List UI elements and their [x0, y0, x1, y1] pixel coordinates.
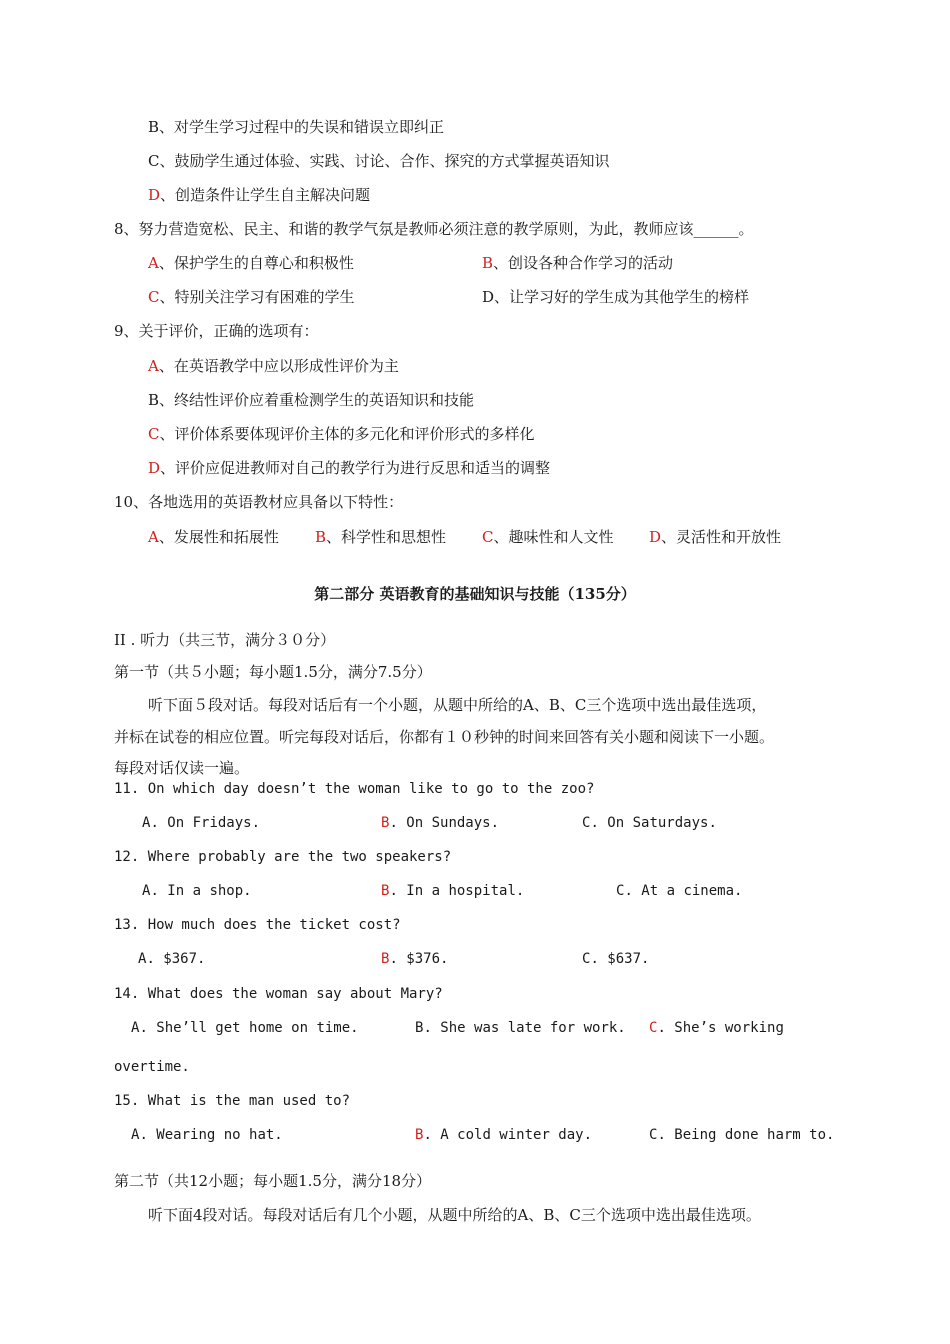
q14-stem: 14. What does the woman say about Mary? [114, 986, 443, 1002]
option-letter: C [148, 152, 160, 170]
option-letter: C [148, 288, 160, 306]
option-text: 、让学习好的学生成为其他学生的榜样 [494, 288, 750, 306]
option-text: 、鼓励学生通过体验、实践、讨论、合作、探究的方式掌握英语知识 [159, 152, 610, 170]
option-letter: A [131, 1020, 140, 1036]
q12-option-a [142, 881, 252, 901]
option-text: . On Fridays. [150, 815, 261, 831]
q15-option-c [649, 1125, 834, 1145]
option-letter: C [582, 815, 591, 831]
q9-stem: 9、关于评价，正确的选项有： [114, 322, 319, 340]
option-text: . She’ll get home on time. [139, 1020, 359, 1036]
q11-option-b [381, 813, 499, 833]
option-letter: D [482, 288, 495, 306]
option-text: . In a shop. [150, 883, 252, 899]
option-letter: B [148, 391, 160, 409]
option-letter: A [142, 815, 151, 831]
q12-option-c [616, 881, 742, 901]
q10-option-b [315, 527, 446, 547]
option-text: . A cold winter day. [423, 1127, 593, 1143]
q12-stem: 12. Where probably are the two speakers? [114, 849, 452, 865]
option-letter: B [482, 254, 494, 272]
option-text: 、保护学生的自尊心和积极性 [158, 254, 354, 272]
option-letter: C [148, 425, 160, 443]
option-text: 、灵活性和开放性 [661, 528, 782, 546]
option-letter: B [148, 118, 160, 136]
option-letter: D [148, 459, 161, 477]
option-text: . $367. [146, 951, 206, 967]
option-letter: A [142, 883, 151, 899]
option-letter: C [616, 883, 625, 899]
section2-heading: 第二节（共12小题；每小题1.5分，满分18分） [114, 1172, 432, 1190]
q9-option-c [148, 424, 535, 444]
option-letter: A [148, 528, 159, 546]
option-text: 、终结性评价应着重检测学生的英语知识和技能 [159, 391, 475, 409]
option-letter: B [381, 951, 390, 967]
option-letter: B [315, 528, 327, 546]
option-letter: A [138, 951, 147, 967]
section1-heading: 第一节（共５小题；每小题1.5分，满分7.5分） [114, 663, 432, 681]
option-text: . She’s working [657, 1020, 784, 1036]
option-letter: D [649, 528, 662, 546]
option-letter: B [415, 1020, 424, 1036]
q7-option-c [148, 151, 610, 171]
option-text: 、在英语教学中应以形成性评价为主 [158, 357, 399, 375]
section1-instruction-line2: 并标在试卷的相应位置。听完每段对话后，你都有１０秒钟的时间来回答有关小题和阅读下一小题。 [114, 728, 775, 746]
q13-stem: 13. How much does the ticket cost? [114, 917, 401, 933]
option-letter: B [415, 1127, 424, 1143]
q9-option-a [148, 356, 399, 376]
option-letter: C [582, 951, 591, 967]
q13-option-a [138, 949, 205, 969]
q11-option-c [582, 813, 717, 833]
part2-title: 第二部分 英语教育的基础知识与技能（135分） [314, 585, 636, 603]
q14-option-c-continuation: overtime. [114, 1059, 190, 1075]
option-text: 、创造条件让学生自主解决问题 [160, 186, 371, 204]
option-letter: A [148, 254, 159, 272]
option-text: . On Saturdays. [590, 815, 717, 831]
option-letter: C [482, 528, 494, 546]
option-letter: D [148, 186, 161, 204]
option-text: 、特别关注学习有困难的学生 [159, 288, 355, 306]
q10-stem: 10、各地选用的英语教材应具备以下特性： [114, 493, 404, 511]
option-text: . Wearing no hat. [139, 1127, 283, 1143]
q10-option-d [649, 527, 781, 547]
q15-option-a [131, 1125, 283, 1145]
option-letter: A [131, 1127, 140, 1143]
listening-heading: II . 听力（共三节，满分３０分） [114, 631, 336, 649]
q9-option-d [148, 458, 550, 478]
option-text: . At a cinema. [624, 883, 743, 899]
q13-option-b [381, 949, 448, 969]
q7-option-d [148, 185, 370, 205]
q12-option-b [381, 881, 524, 901]
option-text: 、评价体系要体现评价主体的多元化和评价形式的多样化 [159, 425, 535, 443]
section1-instruction-line3: 每段对话仅读一遍。 [114, 759, 250, 777]
q15-stem: 15. What is the man used to? [114, 1093, 351, 1109]
option-letter: B [381, 883, 390, 899]
q14-option-a [131, 1018, 359, 1038]
option-text: 、发展性和拓展性 [158, 528, 279, 546]
q11-option-a [142, 813, 260, 833]
q10-option-a [148, 527, 279, 547]
q8-option-d [482, 287, 749, 307]
q8-option-c [148, 287, 355, 307]
option-text: 、趣味性和人文性 [493, 528, 614, 546]
option-text: . $637. [590, 951, 650, 967]
q15-option-b [415, 1125, 592, 1145]
option-text: . Being done harm to. [657, 1127, 835, 1143]
q8-stem: 8、努力营造宽松、民主、和谐的教学气氛是教师必须注意的教学原则，为此，教师应该______。 [114, 220, 754, 238]
option-text: 、创设各种合作学习的活动 [493, 254, 674, 272]
option-text: . On Sundays. [389, 815, 500, 831]
q8-option-b [482, 253, 673, 273]
option-text: 、对学生学习过程中的失误和错误立即纠正 [159, 118, 445, 136]
q11-stem: 11. On which day doesn’t the woman like to go to the zoo? [114, 781, 595, 797]
option-letter: C [649, 1127, 658, 1143]
option-letter: C [649, 1020, 658, 1036]
option-letter: B [381, 815, 390, 831]
q13-option-c [582, 949, 649, 969]
q8-option-a [148, 253, 354, 273]
section1-instruction-line1: 听下面５段对话。每段对话后有一个小题，从题中所给的A、B、C三个选项中选出最佳选项， [148, 696, 767, 714]
option-text: . $376. [389, 951, 449, 967]
q9-option-b [148, 390, 474, 410]
section2-instruction-line1: 听下面4段对话。每段对话后有几个小题，从题中所给的A、B、C三个选项中选出最佳选项。 [148, 1206, 761, 1224]
option-text: . She was late for work. [423, 1020, 626, 1036]
q14-option-c [649, 1018, 784, 1038]
q10-option-c [482, 527, 614, 547]
option-text: 、科学性和思想性 [326, 528, 447, 546]
q7-option-b [148, 117, 444, 137]
q14-option-b [415, 1018, 626, 1038]
option-letter: A [148, 357, 159, 375]
option-text: . In a hospital. [389, 883, 525, 899]
option-text: 、评价应促进教师对自己的教学行为进行反思和适当的调整 [160, 459, 551, 477]
